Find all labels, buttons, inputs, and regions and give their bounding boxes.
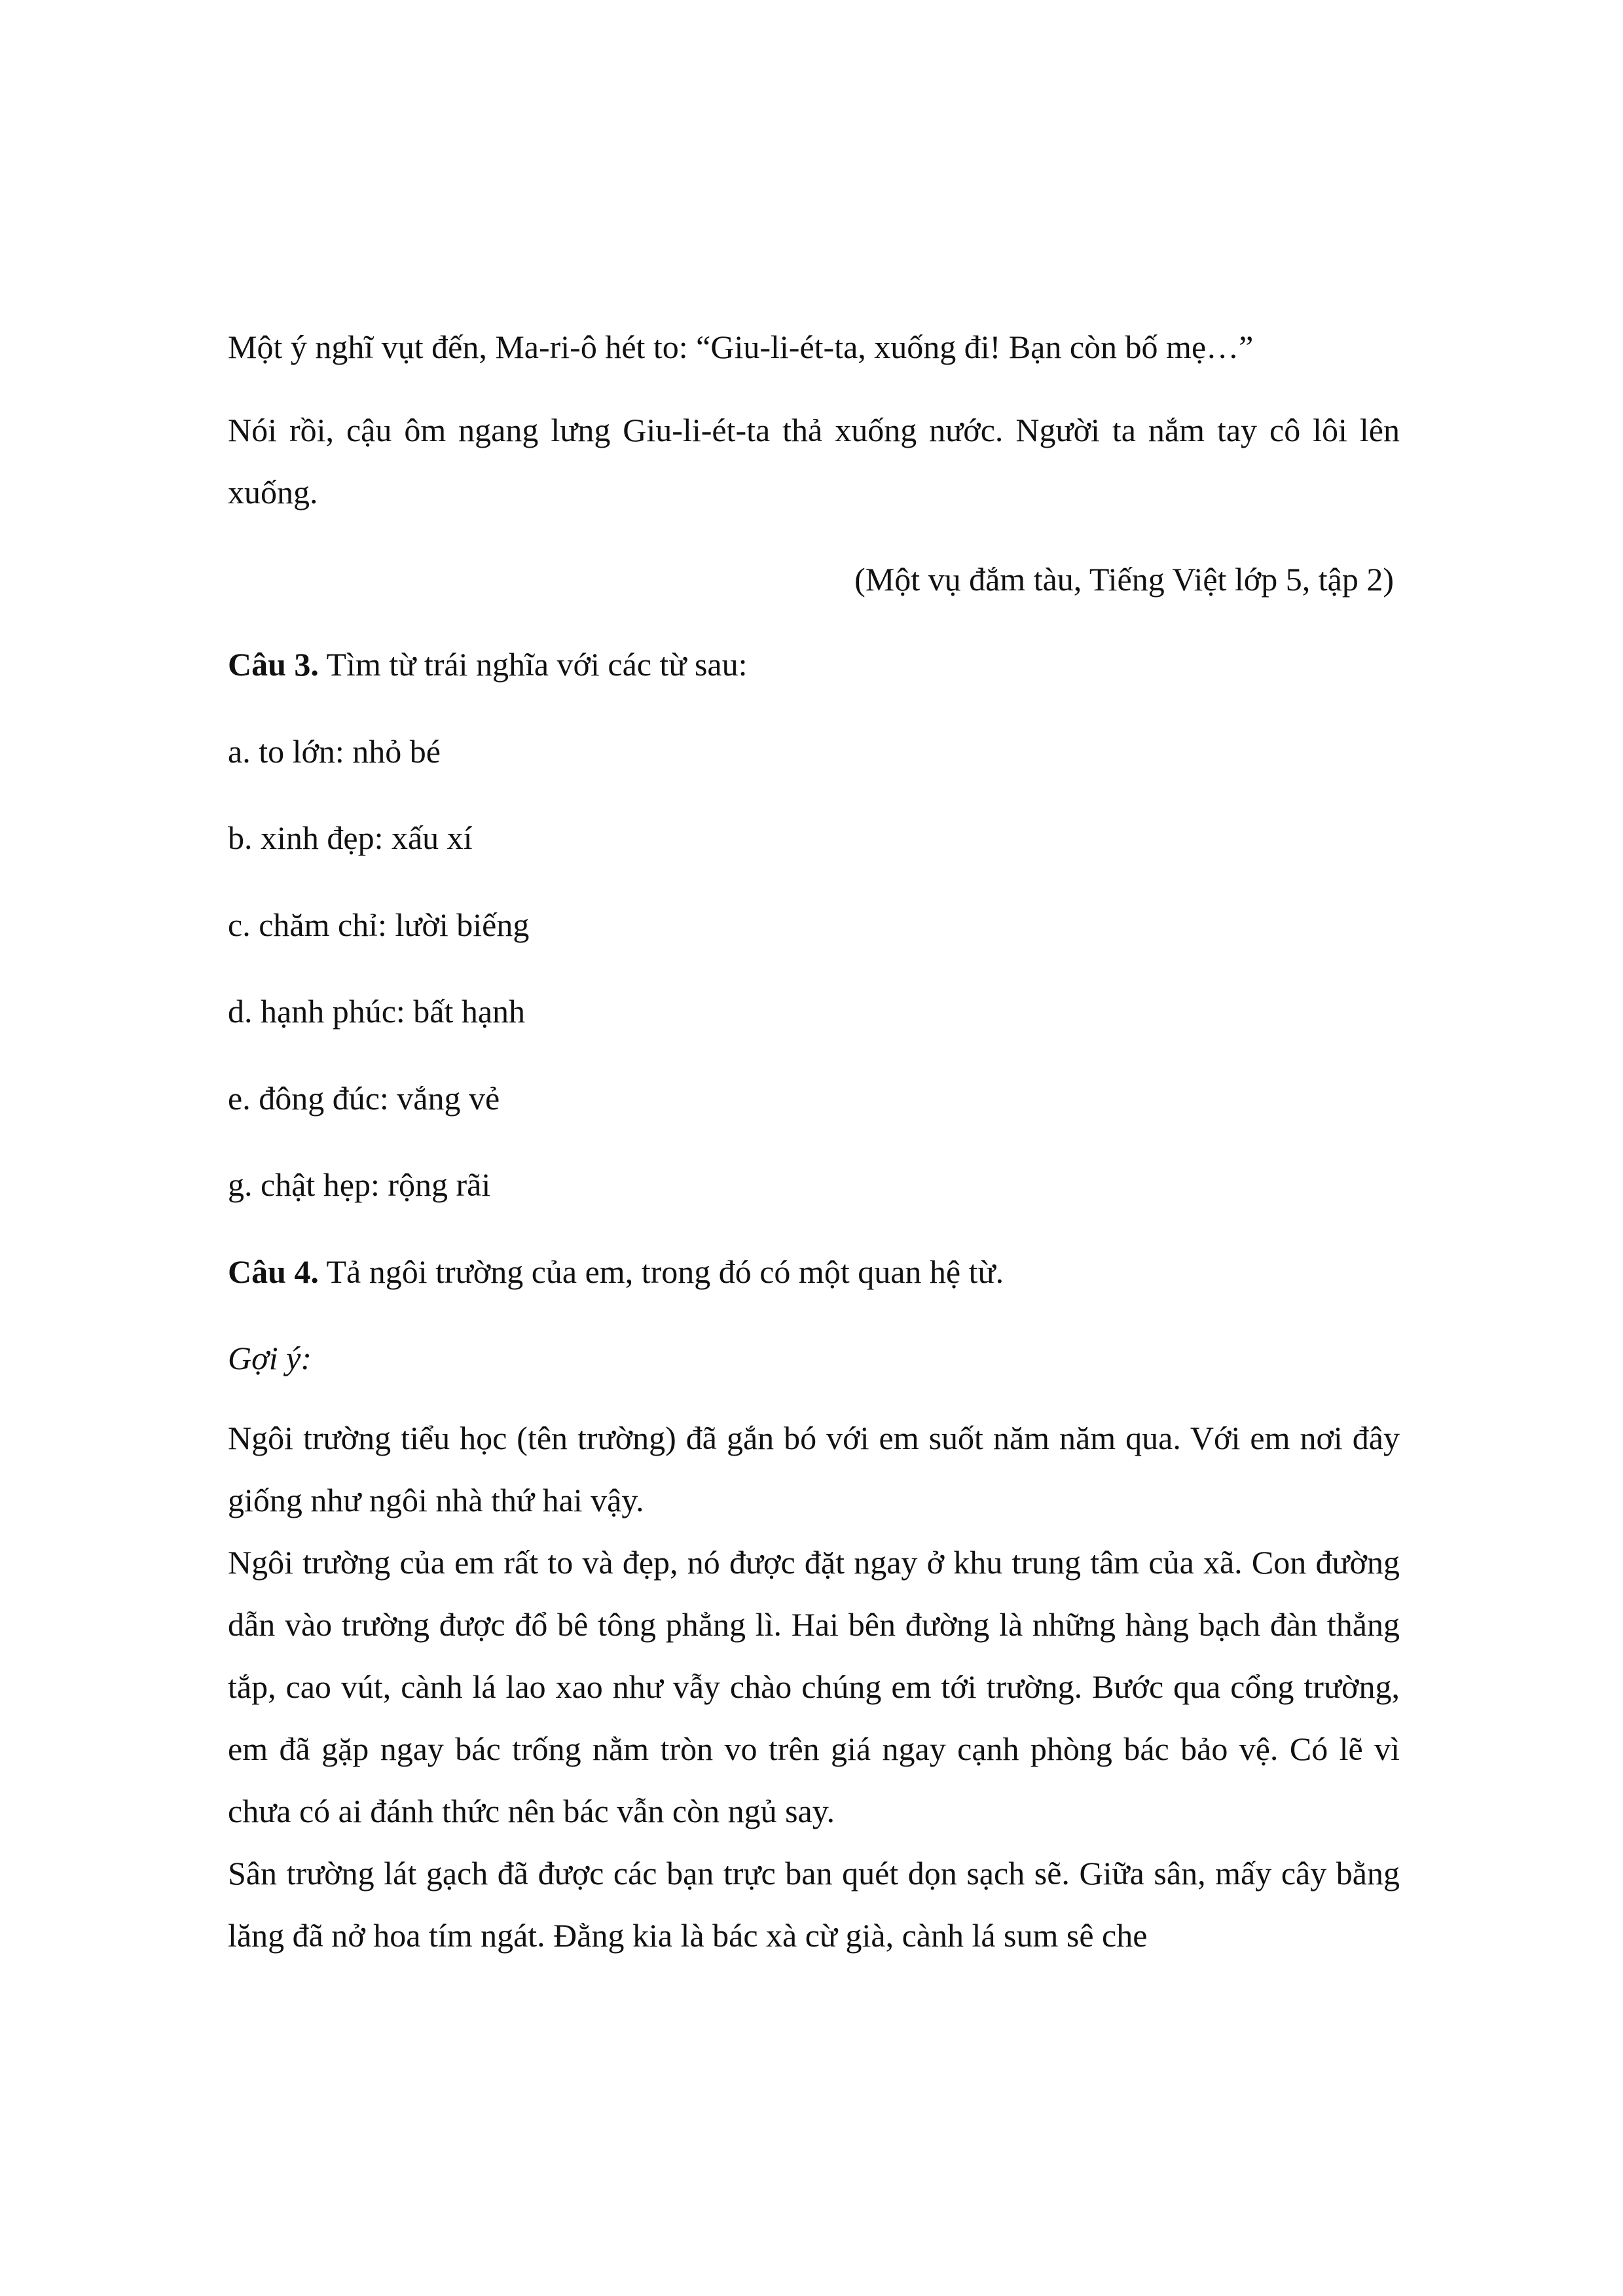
answer-e: e. đông đúc: vắng vẻ (228, 1080, 500, 1117)
hint-label-text: Gợi ý: (228, 1340, 312, 1376)
essay (228, 1407, 1400, 1967)
answer-c: c. chăm chỉ: lười biếng (228, 906, 530, 943)
story-line-2: Nói rồi, cậu ôm ngang lưng Giu-li-ét-ta thả xuống nước. Người ta nắm tay cô lôi lên xuống. (228, 412, 1400, 511)
answer-g: g. chật hẹp: rộng rãi (228, 1166, 491, 1203)
story-line-1: Một ý nghĩ vụt đến, Ma-ri-ô hét to: “Giu-li-ét-ta, xuống đi! Bạn còn bố mẹ…” (228, 329, 1254, 365)
hint-label (228, 1338, 312, 1378)
answer-d: d. hạnh phúc: bất hạnh (228, 993, 526, 1030)
question-4-text: Tả ngôi trường của em, trong đó có một quan hệ từ. (318, 1253, 1004, 1290)
question-4-label: Câu 4. (228, 1253, 319, 1290)
citation: (Một vụ đắm tàu, Tiếng Việt lớp 5, tập 2) (854, 561, 1394, 598)
question-3 (228, 645, 748, 684)
question-4 (228, 1252, 1004, 1291)
answer-b: b. xinh đẹp: xấu xí (228, 819, 473, 856)
question-3-label: Câu 3. (228, 646, 319, 683)
question-3-text: Tìm từ trái nghĩa với các từ sau: (318, 646, 748, 683)
essay-paragraph-3: Sân trường lát gạch đã được các bạn trực ban quét dọn sạch sẽ. Giữa sân, mấy cây bằng lăng đã nở hoa tím ngát. Đằng kia là bác xà cừ già, cành lá sum sê che (228, 1855, 1400, 1954)
answer-a: a. to lớn: nhỏ bé (228, 733, 441, 770)
essay-paragraph-2: Ngôi trường của em rất to và đẹp, nó được đặt ngay ở khu trung tâm của xã. Con đường dẫn vào trường được đổ bê tông phẳng lì. Hai bên đường là những hàng bạch đàn thẳng tắp, cao vút, cành lá lao xao như vẫy chào chúng em tới trường. Bước qua cổng trường, em đã gặp ngay bác trống nằm tròn vo trên giá ngay cạnh phòng bác bảo vệ. Có lẽ vì chưa có ai đánh thức nên bác vẫn còn ngủ say. (228, 1544, 1400, 1829)
essay-paragraph-1: Ngôi trường tiểu học (tên trường) đã gắn bó với em suốt năm năm qua. Với em nơi đây giống như ngôi nhà thứ hai vậy. (228, 1420, 1400, 1518)
